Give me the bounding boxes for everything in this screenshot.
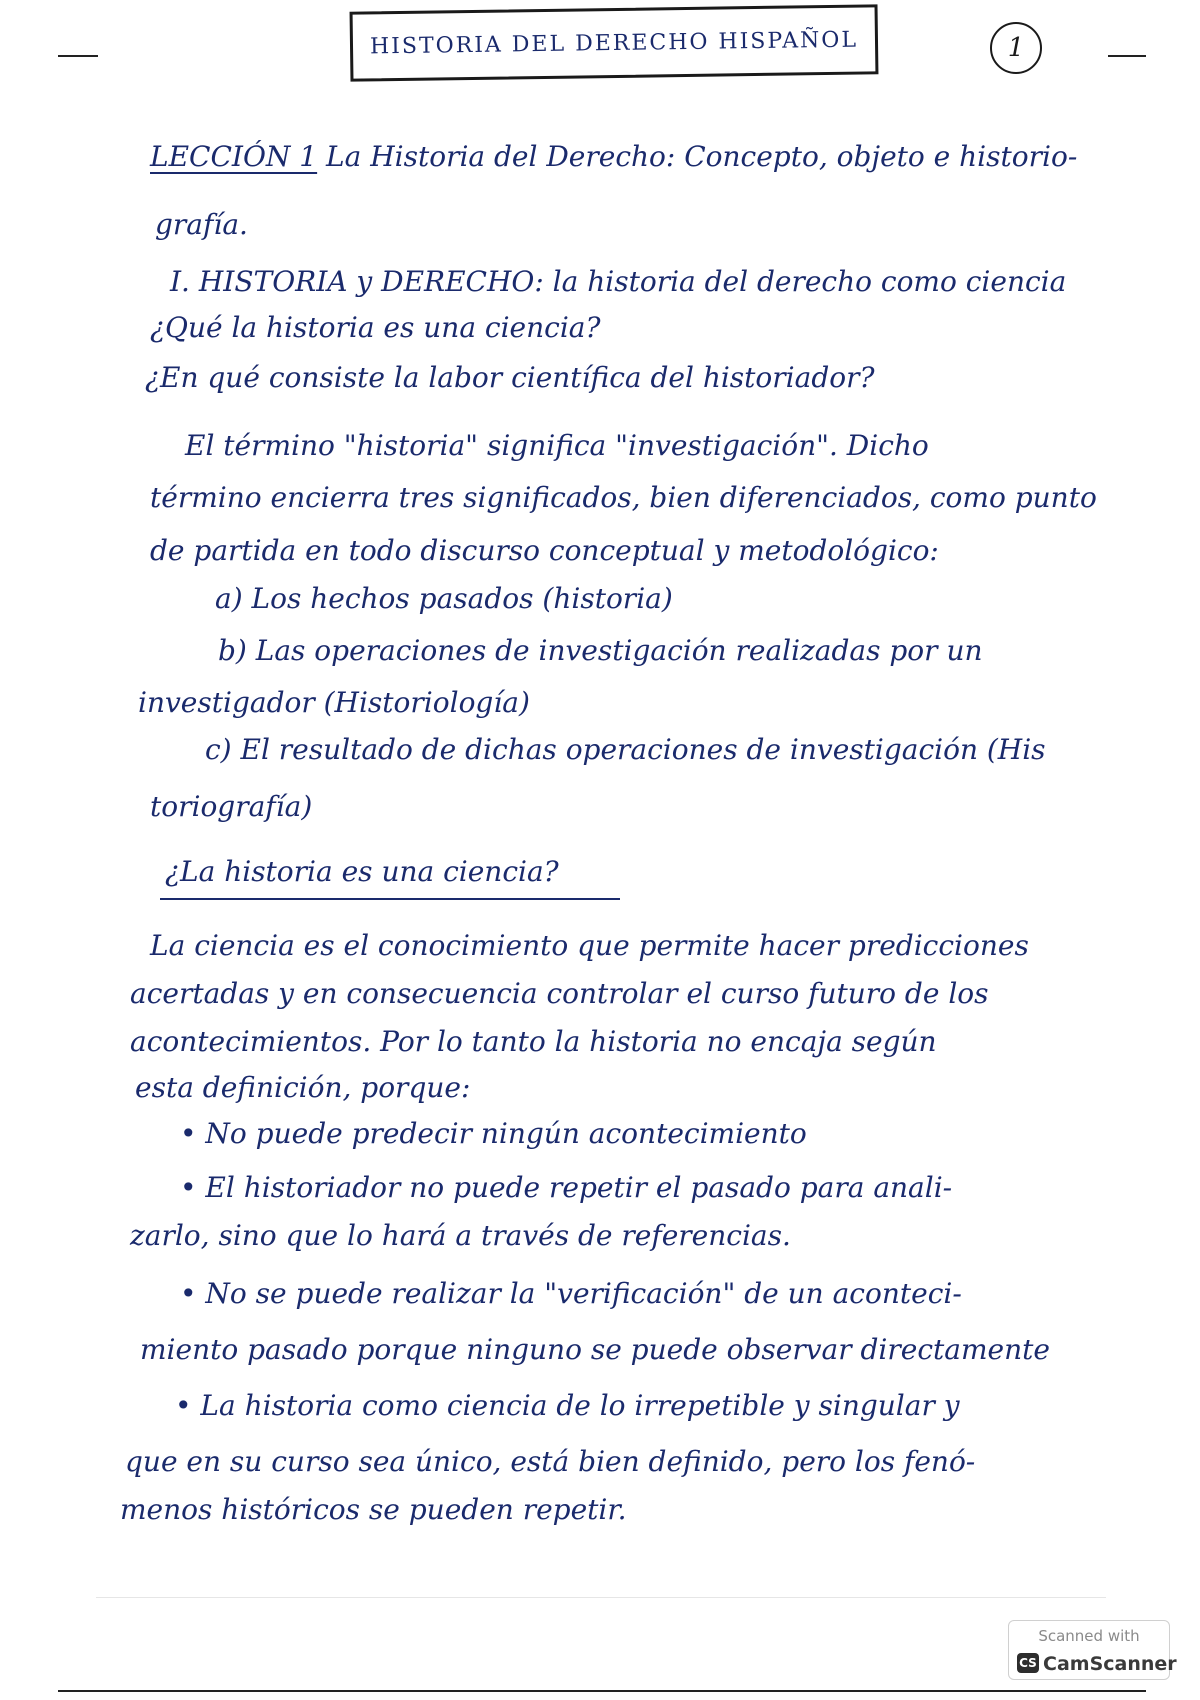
bottom-rule <box>58 1690 1146 1692</box>
lesson-title-line-1: La Historia del Derecho: Concepto, objeto e historio- <box>326 140 1078 173</box>
page-title: HISTORIA DEL DERECHO HISPAÑOL <box>369 27 859 59</box>
question-3: ¿La historia es una ciencia? <box>165 855 559 888</box>
paragraph-1-line: término encierra tres significados, bien diferenciados, como punto <box>150 481 1097 514</box>
paragraph-2-line: acertadas y en consecuencia controlar el curso futuro de los <box>130 977 989 1010</box>
paragraph-1-line: El término "historia" significa "investigación". Dicho <box>185 429 929 462</box>
question-3-underline <box>160 898 620 900</box>
bullet-line: zarlo, sino que lo hará a través de referencias. <box>130 1219 791 1252</box>
paragraph-2-line: La ciencia es el conocimiento que permite hacer predicciones <box>150 929 1029 962</box>
page-title-box <box>350 4 879 81</box>
watermark-brand: CamScanner <box>1043 1653 1177 1675</box>
lesson-label: LECCIÓN 1 <box>150 140 318 173</box>
bullet-line: menos históricos se pueden repetir. <box>120 1493 627 1526</box>
paragraph-2-line: acontecimientos. Por lo tanto la historia no encaja según <box>130 1025 937 1058</box>
watermark-caption: Scanned with <box>1038 1627 1140 1645</box>
page-edge-rule <box>96 1597 1106 1598</box>
margin-dash-left <box>58 55 98 57</box>
meaning-item: c) El resultado de dichas operaciones de investigación (His <box>205 733 1046 766</box>
paragraph-1-line: de partida en todo discurso conceptual y metodológico: <box>150 534 939 567</box>
bullet-line: que en su curso sea único, está bien definido, pero los fenó- <box>125 1445 976 1478</box>
question-2: ¿En qué consiste la labor científica del historiador? <box>145 361 875 394</box>
bullet-line: miento pasado porque ninguno se puede observar directamente <box>140 1333 1050 1366</box>
bullet-line: • No puede predecir ningún acontecimiento <box>180 1117 807 1150</box>
margin-dash-right <box>1108 55 1146 57</box>
bullet-line: • No se puede realizar la "verificación" de un aconteci- <box>180 1277 962 1310</box>
camscanner-watermark <box>1008 1620 1177 1680</box>
bullet-line: • El historiador no puede repetir el pasado para anali- <box>180 1171 953 1204</box>
meaning-item: investigador (Historiología) <box>138 686 530 719</box>
lesson-title-line-2: grafía. <box>155 208 248 241</box>
paragraph-2-line: esta definición, porque: <box>135 1071 471 1104</box>
bullet-line: • La historia como ciencia de lo irrepetible y singular y <box>175 1389 960 1422</box>
page-number-badge: 1 <box>990 22 1042 74</box>
question-1: ¿Qué la historia es una ciencia? <box>150 311 601 344</box>
meaning-item: b) Las operaciones de investigación realizadas por un <box>218 634 983 667</box>
meaning-item: toriografía) <box>150 790 313 823</box>
meaning-item: a) Los hechos pasados (historia) <box>215 582 673 615</box>
camscanner-logo-icon: CS <box>1017 1653 1039 1673</box>
lesson-heading-line-1 <box>150 140 1078 173</box>
section-heading: I. HISTORIA y DERECHO: la historia del derecho como ciencia <box>170 265 1067 298</box>
